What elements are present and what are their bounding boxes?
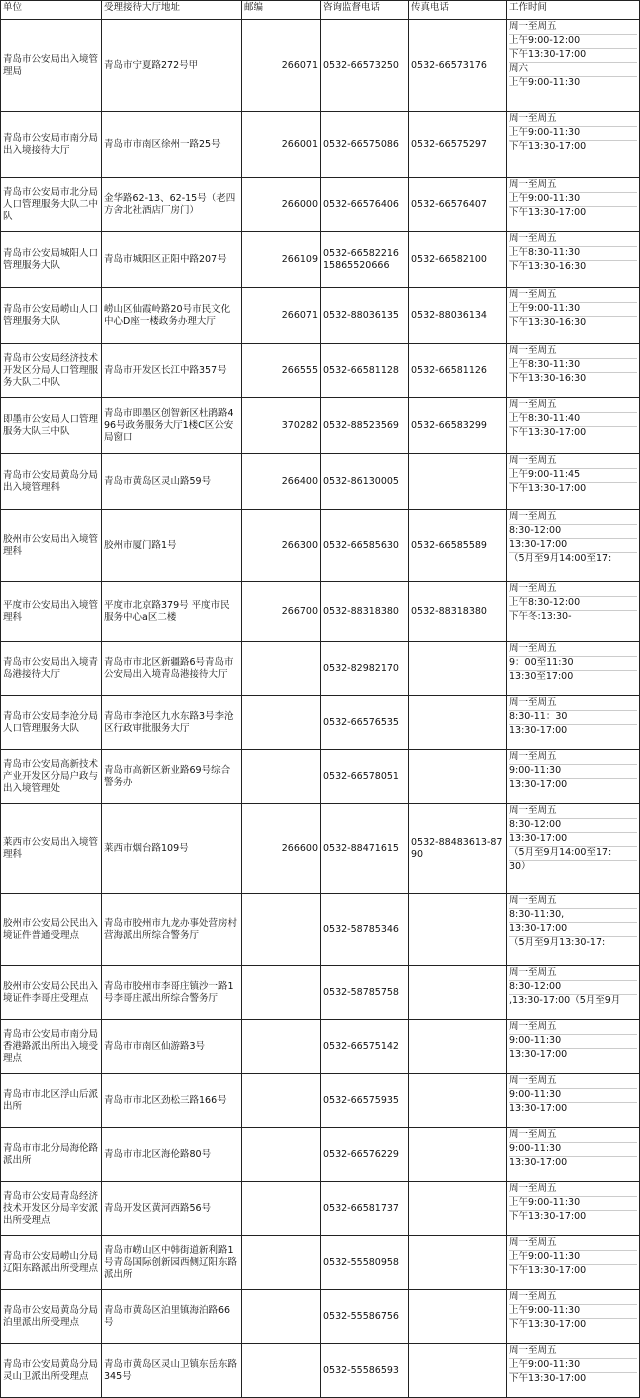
cell-unit: 胶州市公安局出入境管理科 — [1, 510, 102, 582]
cell-unit: 青岛市公安局市南分局香港路派出所出入境受理点 — [1, 1020, 102, 1074]
cell-unit: 青岛市公安局出入境青岛港接待大厅 — [1, 642, 102, 696]
cell-phone: 0532-58785758 — [321, 966, 409, 1020]
hours-line: 8:30-11:30, — [509, 909, 637, 923]
table-row — [1, 894, 640, 966]
cell-address: 青岛市市北区劲松三路166号 — [102, 1074, 242, 1128]
cell-unit: 青岛市公安局青岛经济技术开发区分局辛安派出所受理点 — [1, 1182, 102, 1236]
cell-hours — [507, 1128, 640, 1182]
cell-hours — [507, 642, 640, 696]
cell-address: 莱西市烟台路109号 — [102, 804, 242, 894]
cell-fax — [409, 454, 507, 510]
table-row — [1, 1128, 640, 1182]
hours-line: 9:00-11:30 — [509, 1089, 637, 1103]
cell-hours — [507, 750, 640, 804]
cell-zip — [242, 1128, 321, 1182]
cell-phone: 0532-66573250 — [321, 20, 409, 112]
cell-phone: 0532-66578051 — [321, 750, 409, 804]
cell-address: 青岛市市北区海伦路80号 — [102, 1128, 242, 1182]
cell-unit: 青岛市公安局黄岛分局泊里派出所受理点 — [1, 1290, 102, 1344]
hours-line: 周一至周五 — [509, 289, 637, 303]
hours-line: 13:30-17:00 — [509, 1049, 568, 1060]
hours-line: 上午9:00-11:45 — [509, 469, 637, 483]
hours-line: 8:30-12:00 — [509, 981, 637, 995]
hours-line: 上午9:00-12:00 — [509, 35, 637, 49]
hours-line: 下午13:30-17:00 — [509, 49, 637, 63]
cell-address: 青岛市城阳区正阳中路207号 — [102, 232, 242, 288]
hours-line: 8:30-12:00 — [509, 819, 637, 833]
table-row — [1, 1074, 640, 1128]
cell-fax: 0532-66576407 — [409, 178, 507, 232]
cell-zip: 266555 — [242, 344, 321, 398]
cell-address: 青岛开发区黄河西路56号 — [102, 1182, 242, 1236]
hours-line: （5月至9月14:00至17: — [509, 847, 637, 861]
hours-line: 下午13:30-16:30 — [509, 261, 587, 272]
cell-fax — [409, 1290, 507, 1344]
hours-line: 下午13:30-17:00 — [509, 1319, 587, 1330]
hours-line: 13:30-17:00 — [509, 539, 637, 553]
hours-line: 周一至周五 — [509, 345, 637, 359]
cell-phone: 0532-66585630 — [321, 510, 409, 582]
hours-line: 13:30-17:00 — [509, 1103, 568, 1114]
table-row — [1, 1290, 640, 1344]
cell-fax: 0532-66581126 — [409, 344, 507, 398]
cell-zip — [242, 696, 321, 750]
cell-fax — [409, 966, 507, 1020]
hours-line: 30） — [509, 861, 531, 872]
hours-line: 周一至周五 — [509, 1237, 637, 1251]
table-row — [1, 804, 640, 894]
cell-hours — [507, 454, 640, 510]
cell-hours — [507, 1074, 640, 1128]
table-row — [1, 966, 640, 1020]
hours-line: 上午9:00-11:30 — [509, 193, 637, 207]
header-address: 受理接待大厅地址 — [102, 1, 242, 20]
cell-fax: 0532-66575297 — [409, 112, 507, 178]
hours-line: 周一至周五 — [509, 1075, 637, 1089]
cell-zip — [242, 1344, 321, 1398]
table-row — [1, 750, 640, 804]
hours-line: 上午9:00-11:30 — [509, 1359, 637, 1373]
cell-zip: 266001 — [242, 112, 321, 178]
cell-hours — [507, 232, 640, 288]
cell-fax — [409, 1128, 507, 1182]
cell-hours — [507, 804, 640, 894]
cell-fax — [409, 750, 507, 804]
header-fax: 传真电话 — [409, 1, 507, 20]
cell-unit: 青岛市公安局经济技术开发区分局人口管理服务大队二中队 — [1, 344, 102, 398]
hours-line: 下午冬:13:30- — [509, 611, 572, 622]
cell-zip — [242, 1236, 321, 1290]
hours-line: 上午8:30-11:30 — [509, 359, 637, 373]
cell-address: 青岛市即墨区创智新区杜鹃路496号政务服务大厅1楼C区公安局窗口 — [102, 398, 242, 454]
table-row — [1, 288, 640, 344]
cell-fax — [409, 1074, 507, 1128]
cell-zip: 266000 — [242, 178, 321, 232]
cell-address: 青岛市市南区徐州一路25号 — [102, 112, 242, 178]
hours-line: 周一至周五 — [509, 1129, 637, 1143]
header-unit: 单位 — [1, 1, 102, 20]
hours-line: 下午13:30-17:00 — [509, 483, 587, 494]
cell-zip — [242, 750, 321, 804]
cell-phone: 0532-88471615 — [321, 804, 409, 894]
hours-line: 13:30-17:00 — [509, 725, 568, 736]
cell-unit: 青岛市市北区浮山后派出所 — [1, 1074, 102, 1128]
cell-unit: 青岛市公安局市北分局人口管理服务大队二中队 — [1, 178, 102, 232]
cell-zip: 266600 — [242, 804, 321, 894]
cell-phone: 0532-55586593 — [321, 1344, 409, 1398]
header-row — [1, 1, 640, 20]
header-phone: 咨询监督电话 — [321, 1, 409, 20]
hours-line: 周一至周五 — [509, 511, 637, 525]
cell-unit: 胶州市公安局公民出入境证件李哥庄受理点 — [1, 966, 102, 1020]
cell-fax: 0532-88036134 — [409, 288, 507, 344]
hours-line: 13:30至17:00 — [509, 671, 574, 682]
cell-phone: 0532-66582216 15865520666 — [321, 232, 409, 288]
hours-line: 下午13:30-17:00 — [509, 1211, 587, 1222]
cell-unit: 青岛市公安局崂山人口管理服务大队 — [1, 288, 102, 344]
cell-unit: 平度市公安局出入境管理科 — [1, 582, 102, 642]
cell-address: 青岛市黄岛区泊里镇海泊路66号 — [102, 1290, 242, 1344]
hours-line: 周一至周五 — [509, 233, 637, 247]
cell-hours — [507, 112, 640, 178]
hours-line: 周一至周五 — [509, 455, 637, 469]
hours-line: 周一至周五 — [509, 583, 637, 597]
cell-unit: 青岛市公安局黄岛分局灵山卫派出所受理点 — [1, 1344, 102, 1398]
cell-address: 青岛市高新区新业路69号综合警务办 — [102, 750, 242, 804]
cell-unit: 青岛市公安局市南分局出入境接待大厅 — [1, 112, 102, 178]
cell-zip — [242, 1290, 321, 1344]
cell-hours — [507, 398, 640, 454]
cell-fax: 0532-88483613-8790 — [409, 804, 507, 894]
hours-line: （5月至9月14:00至17: — [509, 553, 612, 564]
hours-line: 9:00-11:30 — [509, 1143, 637, 1157]
hours-line: 周一至周五 — [509, 21, 637, 35]
cell-hours — [507, 1020, 640, 1074]
cell-phone: 0532-55586756 — [321, 1290, 409, 1344]
table-row — [1, 1182, 640, 1236]
cell-fax — [409, 696, 507, 750]
cell-fax — [409, 1020, 507, 1074]
cell-zip — [242, 1182, 321, 1236]
hours-line: 下午13:30-17:00 — [509, 207, 587, 218]
cell-address: 青岛市崂山区中韩街道新利路1号青岛国际创新园西侧辽阳东路派出所 — [102, 1236, 242, 1290]
table-row — [1, 344, 640, 398]
hours-line: 周一至周五 — [509, 643, 637, 657]
cell-zip: 266109 — [242, 232, 321, 288]
cell-phone: 0532-66575142 — [321, 1020, 409, 1074]
header-hours: 工作时间 — [507, 1, 640, 20]
hours-line: 上午9:00-11:30 — [509, 303, 637, 317]
cell-unit: 青岛市公安局出入境管理局 — [1, 20, 102, 112]
cell-address: 青岛市宁夏路272号甲 — [102, 20, 242, 112]
cell-phone: 0532-88523569 — [321, 398, 409, 454]
cell-unit: 青岛市公安局崂山分局辽阳东路派出所受理点 — [1, 1236, 102, 1290]
cell-phone: 0532-66576229 — [321, 1128, 409, 1182]
cell-phone: 0532-88318380 — [321, 582, 409, 642]
cell-hours — [507, 966, 640, 1020]
cell-hours — [507, 510, 640, 582]
cell-zip: 266400 — [242, 454, 321, 510]
cell-zip — [242, 1074, 321, 1128]
hours-line: 下午13:30-17:00 — [509, 1373, 587, 1384]
cell-hours — [507, 582, 640, 642]
cell-fax — [409, 1236, 507, 1290]
hours-line: ,13:30-17:00（5月至9月 — [509, 995, 621, 1006]
table-row — [1, 1236, 640, 1290]
hours-line: 上午8:30-11:30 — [509, 247, 637, 261]
cell-address: 青岛市黄岛区灵山卫镇东岳东路345号 — [102, 1344, 242, 1398]
cell-zip: 266071 — [242, 20, 321, 112]
hours-line: 下午13:30-17:00 — [509, 427, 587, 438]
hours-line: 周一至周五 — [509, 751, 637, 765]
hours-line: 周一至周五 — [509, 1183, 637, 1197]
hours-line: 上午9:00-11:30 — [509, 1197, 637, 1211]
hours-line: 周一至周五 — [509, 399, 637, 413]
cell-hours — [507, 1344, 640, 1398]
cell-hours — [507, 696, 640, 750]
cell-address: 崂山区仙霞岭路20号市民文化中心D座一楼政务办理大厅 — [102, 288, 242, 344]
cell-hours — [507, 344, 640, 398]
cell-hours — [507, 288, 640, 344]
hours-line: 下午13:30-16:30 — [509, 373, 587, 384]
cell-phone: 0532-66581128 — [321, 344, 409, 398]
cell-address: 金华路62-13、62-15号（老四方舍北社酒店厂房门） — [102, 178, 242, 232]
hours-line: 下午13:30-17:00 — [509, 1265, 587, 1276]
hours-line: 上午9:00-11:30 — [509, 1251, 637, 1265]
cell-unit: 青岛市公安局高新技术产业开发区分局户政与出入境管理处 — [1, 750, 102, 804]
cell-hours — [507, 1236, 640, 1290]
cell-unit: 青岛市公安局李沧分局人口管理服务大队 — [1, 696, 102, 750]
table-row — [1, 696, 640, 750]
cell-zip: 370282 — [242, 398, 321, 454]
hours-line: 周一至周五 — [509, 805, 637, 819]
cell-fax — [409, 1344, 507, 1398]
table-row — [1, 20, 640, 112]
hours-line: 下午13:30-16:30 — [509, 317, 587, 328]
cell-unit: 青岛市公安局城阳人口管理服务大队 — [1, 232, 102, 288]
cell-fax: 0532-88318380 — [409, 582, 507, 642]
cell-hours — [507, 1290, 640, 1344]
hours-line: 周一至周五 — [509, 967, 637, 981]
cell-zip — [242, 642, 321, 696]
hours-line: 周六 — [509, 63, 637, 77]
cell-phone: 0532-55580958 — [321, 1236, 409, 1290]
hours-line: 周一至周五 — [509, 113, 637, 127]
cell-fax — [409, 1182, 507, 1236]
cell-fax: 0532-66583299 — [409, 398, 507, 454]
cell-phone: 0532-66575935 — [321, 1074, 409, 1128]
hours-line: 周一至周五 — [509, 179, 637, 193]
hours-line: （5月至9月13:30-17: — [509, 937, 606, 948]
cell-fax: 0532-66573176 — [409, 20, 507, 112]
cell-hours — [507, 178, 640, 232]
cell-fax: 0532-66585589 — [409, 510, 507, 582]
cell-unit: 即墨市公安局人口管理服务大队三中队 — [1, 398, 102, 454]
hours-line: 13:30-17:00 — [509, 833, 637, 847]
hours-line: 13:30-17:00 — [509, 779, 568, 790]
hours-line: 上午9:00-11:30 — [509, 127, 637, 141]
cell-fax — [409, 894, 507, 966]
cell-unit: 胶州市公安局公民出入境证件普通受理点 — [1, 894, 102, 966]
cell-hours — [507, 894, 640, 966]
cell-unit: 莱西市公安局出入境管理科 — [1, 804, 102, 894]
cell-hours — [507, 1182, 640, 1236]
table-row — [1, 1020, 640, 1074]
cell-fax: 0532-66582100 — [409, 232, 507, 288]
cell-address: 胶州市厦门路1号 — [102, 510, 242, 582]
cell-fax — [409, 642, 507, 696]
table-row — [1, 112, 640, 178]
cell-phone: 0532-86130005 — [321, 454, 409, 510]
cell-phone: 0532-66581737 — [321, 1182, 409, 1236]
table-row — [1, 232, 640, 288]
cell-address: 青岛市开发区长江中路357号 — [102, 344, 242, 398]
hours-line: 下午13:30-17:00 — [509, 141, 587, 152]
cell-address: 青岛市黄岛区灵山路59号 — [102, 454, 242, 510]
table-row — [1, 454, 640, 510]
hours-line: 8:30-12:00 — [509, 525, 637, 539]
header-zip: 邮编 — [242, 1, 321, 20]
hours-line: 8:30-11：30 — [509, 711, 637, 725]
cell-address: 青岛市市南区仙游路3号 — [102, 1020, 242, 1074]
hours-line: 周一至周五 — [509, 697, 637, 711]
hours-line: 周一至周五 — [509, 1345, 637, 1359]
table-row — [1, 510, 640, 582]
hours-line: 周一至周五 — [509, 1291, 637, 1305]
hours-line: 上午8:30-12:00 — [509, 597, 637, 611]
cell-phone: 0532-66576535 — [321, 696, 409, 750]
hours-line: 9:00-11:30 — [509, 765, 637, 779]
cell-hours — [507, 20, 640, 112]
hours-line: 9：00至11:30 — [509, 657, 637, 671]
cell-phone: 0532-66575086 — [321, 112, 409, 178]
hours-line: 9:00-11:30 — [509, 1035, 637, 1049]
hours-line: 上午9:00-11:30 — [509, 1305, 637, 1319]
cell-zip — [242, 966, 321, 1020]
cell-address: 青岛市胶州市李哥庄镇沙一路1号李哥庄派出所综合警务厅 — [102, 966, 242, 1020]
table-row — [1, 398, 640, 454]
table-row — [1, 1344, 640, 1398]
cell-zip: 266700 — [242, 582, 321, 642]
cell-unit: 青岛市公安局黄岛分局出入境管理科 — [1, 454, 102, 510]
hours-line: 13:30-17:00 — [509, 923, 637, 937]
table-row — [1, 642, 640, 696]
cell-phone: 0532-88036135 — [321, 288, 409, 344]
cell-zip: 266300 — [242, 510, 321, 582]
cell-address: 青岛市胶州市九龙办事处营房村营海派出所综合警务厅 — [102, 894, 242, 966]
table-row — [1, 178, 640, 232]
table-row — [1, 582, 640, 642]
cell-phone: 0532-66576406 — [321, 178, 409, 232]
hours-line: 周一至周五 — [509, 1021, 637, 1035]
cell-address: 青岛市市北区新疆路6号青岛市公安局出入境青岛港接待大厅 — [102, 642, 242, 696]
cell-address: 平度市北京路379号 平度市民服务中心a区二楼 — [102, 582, 242, 642]
cell-zip — [242, 1020, 321, 1074]
cell-phone: 0532-58785346 — [321, 894, 409, 966]
hours-line: 上午9:00-11:30 — [509, 77, 581, 88]
hours-line: 上午8:30-11:40 — [509, 413, 637, 427]
cell-unit: 青岛市市北分局海伦路派出所 — [1, 1128, 102, 1182]
cell-zip — [242, 894, 321, 966]
cell-zip: 266071 — [242, 288, 321, 344]
hours-line: 13:30-17:00 — [509, 1157, 568, 1168]
cell-phone: 0532-82982170 — [321, 642, 409, 696]
hours-line: 周一至周五 — [509, 895, 637, 909]
cell-address: 青岛市李沧区九水东路3号李沧区行政审批服务大厅 — [102, 696, 242, 750]
